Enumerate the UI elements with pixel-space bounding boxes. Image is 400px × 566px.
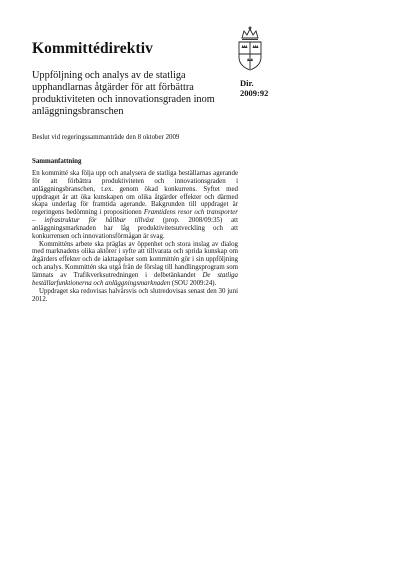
cited-report: De statliga beställarfunktionerna och anläggningsmarknaden [32, 271, 239, 287]
summary-body [32, 170, 238, 303]
decision-line: Beslut vid regeringssammanträde den 8 oktober 2009 [32, 134, 180, 141]
paragraph [32, 288, 238, 304]
paragraph [32, 170, 238, 241]
directive-number: 2009:92 [240, 88, 269, 98]
document-title: Uppföljning och analys av de statliga upphandlarnas åtgärder för att förbättra produktiviteten och innovationsgraden inom anläggningsbranschen [32, 70, 215, 118]
section-heading: Sammanfattning [32, 158, 82, 165]
paragraph-text: (prop. 2008/09:35) att anläggningsmarknaden har låg produktivitetsutveckling och att konkurrensen och innovationsförmågan är svag. [32, 217, 239, 240]
cited-proposition: Framtidens resor och transporter – infrastruktur för hållbar tillväxt [32, 209, 238, 225]
paragraph-text: Kommitténs arbete ska präglas av öppenhet och stora inslag av dialog med marknadens olika aktörer i syfte att tillvarata och sprida kunskap om åtgärders effekter och de iakttagelser som kommittén gör i sin uppföljning och analys. Kommittén ska utgå från de förslag till handlingsprogram som lämnats av Trafikverksutredningen i delbetänkandet [32, 240, 238, 279]
swedish-government-crest-icon [232, 26, 268, 72]
paragraph-text: En kommitté ska följa upp och analysera de statliga beställarnas agerande för att förbättra produktiviteten och innovationsgraden i anläggningsbranschen, t.ex. genom ökad konkurrens. Syftet med uppdraget är att öka kunskapen om olika åtgärder effekter och därmed skapa underlag för framtida agerande. Bakgrunden till uppdraget är regeringens bedömning i propositionen [32, 170, 238, 217]
directive-label: Dir. [240, 78, 254, 88]
paragraph [32, 241, 238, 288]
paragraph-text: (SOU 2009:24). [170, 279, 217, 287]
document-type: Kommittédirektiv [32, 40, 153, 57]
paragraph-text: Uppdraget ska redovisas halvårsvis och slutredovisas senast den 30 juni 2012. [32, 287, 238, 303]
